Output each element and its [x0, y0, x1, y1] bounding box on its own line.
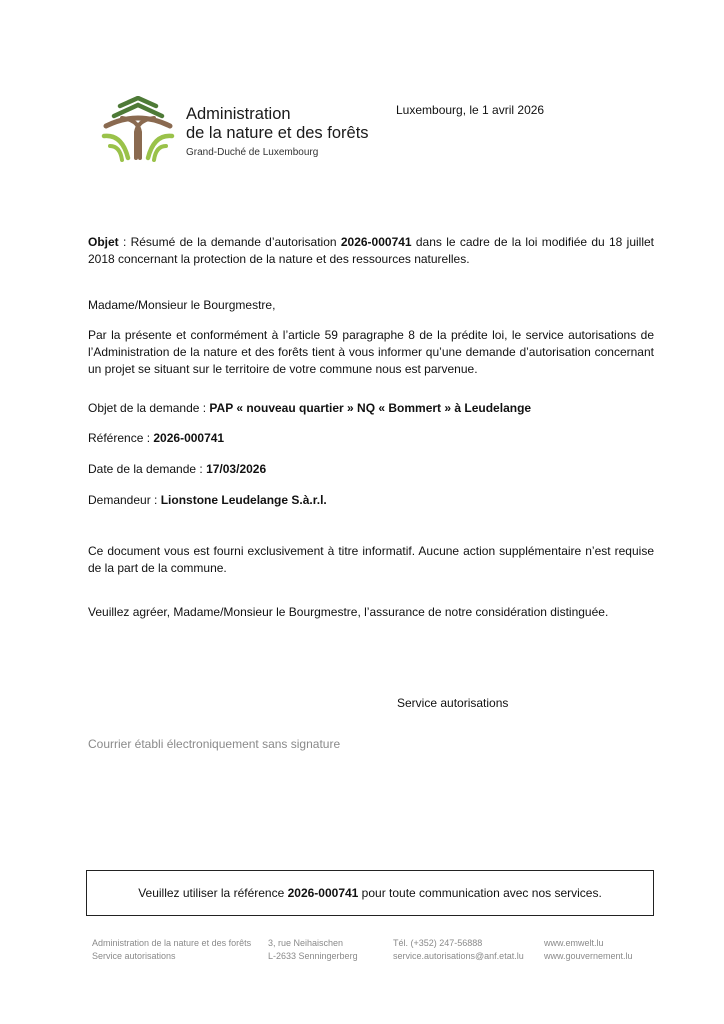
detail-applicant [88, 492, 654, 509]
footer-website-emwelt-link[interactable]: www.emwelt.lu [544, 938, 604, 948]
letter-date: Luxembourg, le 1 avril 2026 [396, 103, 545, 117]
object-label: Objet [88, 235, 119, 249]
electronic-signature-note: Courrier établi électroniquement sans signature [88, 737, 341, 751]
object-text-after: dans le cadre de la loi modifiée du 18 juillet 2018 concernant la protection de la nature et des ressources naturelles. [88, 235, 654, 266]
footer-organization [92, 937, 251, 963]
detail-applicant-label: Demandeur : [88, 493, 161, 507]
footer-org-line1: Administration de la nature et des forêts [92, 938, 252, 948]
footer-address [268, 937, 358, 963]
footer-phone: Tél. (+352) 247-56888 [393, 938, 483, 948]
detail-reference-value: 2026-000741 [153, 431, 225, 445]
detail-date [88, 461, 654, 478]
detail-date-label: Date de la demande : [88, 462, 207, 476]
signatory: Service autorisations [397, 696, 509, 710]
object-number: 2026-000741 [340, 235, 412, 249]
object-text-before: : Résumé de la demande d’autorisation [118, 235, 341, 249]
reference-box [86, 870, 654, 916]
detail-objet [88, 400, 654, 417]
info-note-paragraph: Ce document vous est fourni exclusivement à titre informatif. Aucune action supplémentaire n’est requise de la part de la commune. [88, 544, 654, 575]
org-name-line1: Administration [186, 105, 291, 123]
forest-tree-logo-icon [100, 96, 176, 166]
object-paragraph [88, 234, 654, 268]
detail-reference-label: Référence : [88, 431, 154, 445]
detail-date-value: 17/03/2026 [206, 462, 267, 476]
reference-box-before: Veuillez utiliser la référence [138, 886, 288, 900]
footer-email-link[interactable]: service.autorisations@anf.etat.lu [393, 951, 524, 961]
footer-address-line2: L-2633 Senningerberg [268, 951, 358, 961]
org-name-line2: de la nature et des forêts [186, 124, 369, 142]
footer-address-line1: 3, rue Neihaischen [268, 938, 344, 948]
reference-box-number: 2026-000741 [287, 886, 359, 900]
org-subtitle: Grand-Duché de Luxembourg [186, 147, 319, 158]
intro-paragraph: Par la présente et conformément à l’article 59 paragraphe 8 de la prédite loi, le service autorisations de l’Administration de la nature et des forêts tient à vous informer qu’une demande d’autorisation concernant un projet se situant sur le territoire de votre commune nous est parvenue. [88, 328, 654, 376]
detail-applicant-value: Lionstone Leudelange S.à.r.l. [160, 493, 327, 507]
footer-contact [393, 937, 524, 963]
detail-objet-label: Objet de la demande : [88, 401, 210, 415]
detail-reference [88, 430, 654, 447]
greeting: Madame/Monsieur le Bourgmestre, [88, 298, 276, 312]
footer-org-line2: Service autorisations [92, 951, 176, 961]
organization-name [186, 105, 369, 143]
reference-box-after: pour toute communication avec nos services. [358, 886, 602, 900]
footer-websites [544, 937, 633, 963]
detail-objet-value: PAP « nouveau quartier » NQ « Bommert » à Leudelange [209, 401, 532, 415]
footer-website-gouvernement-link[interactable]: www.gouvernement.lu [544, 951, 633, 961]
closing-paragraph: Veuillez agréer, Madame/Monsieur le Bourgmestre, l’assurance de notre considération distinguée. [88, 605, 609, 619]
